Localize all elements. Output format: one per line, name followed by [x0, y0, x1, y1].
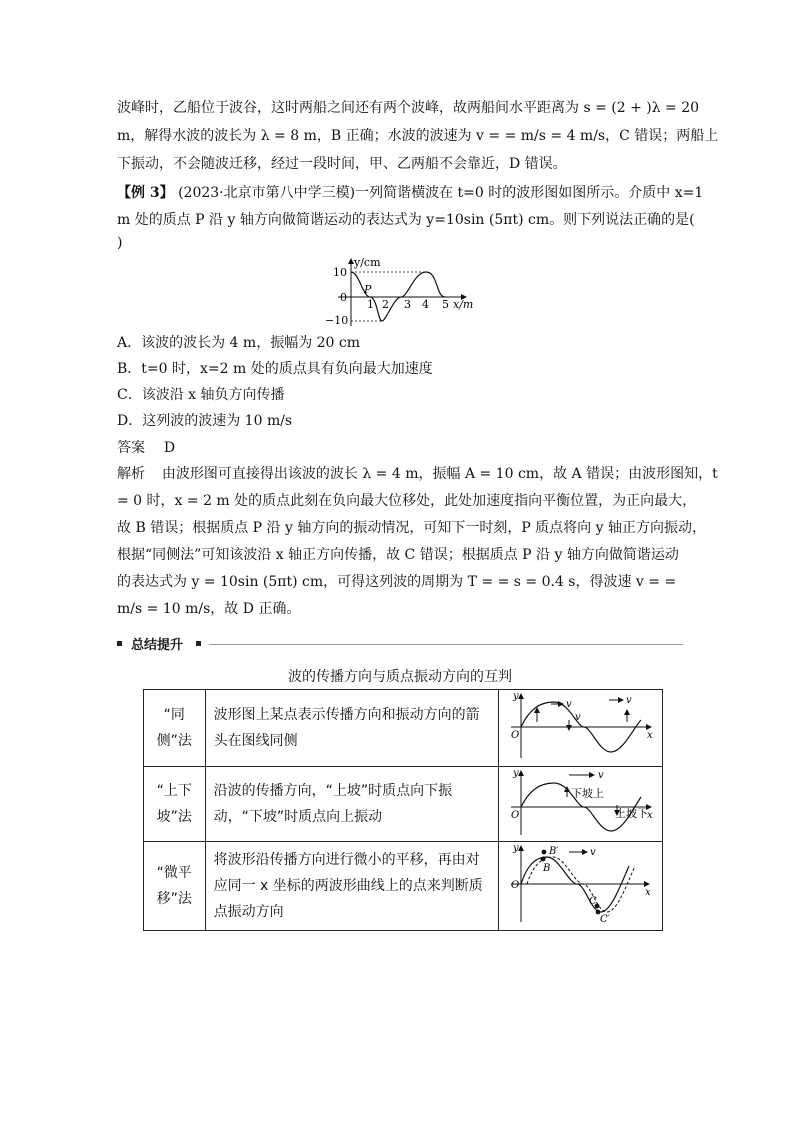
square-bullet-icon — [196, 641, 201, 646]
wave-graph — [318, 256, 480, 328]
analysis-line-1 — [117, 464, 718, 484]
analysis-line-4: 根据“同侧法”可知该波沿 x 轴正方向传播，故 C 错误；根据质点 P 沿 y 轴方向做简谐运动 — [117, 547, 679, 563]
rule-desc-cell — [205, 767, 498, 842]
rule-desc-line: 头在图线同侧 — [213, 733, 298, 749]
same-side-figure — [499, 690, 662, 762]
example-tag: 【例 3】 — [117, 185, 174, 201]
fig-b-prime-label: B′ — [548, 846, 559, 857]
rule-desc-line: 波形图上某点表示传播方向和振动方向的箭 — [213, 707, 480, 723]
fig-v-label: v — [589, 847, 596, 858]
rule-desc-line: 动，“下坡”时质点向上振动 — [213, 809, 383, 825]
square-bullet-icon — [117, 641, 122, 646]
rule-desc-line: 沿波的传播方向，“上坡”时质点向下振 — [213, 783, 453, 799]
rule-desc-line: 应同一 x 坐标的两波形曲线上的点来判断质 — [213, 878, 483, 894]
fig-b-label: B — [542, 863, 551, 874]
continuation-line-2: m，解得水波的波长为 λ = 8 m，B 正确；水波的波速为 v = = m/s = 4 m/s，C 错误；两船上 — [117, 128, 719, 144]
fig-origin-label: O — [510, 730, 520, 741]
fig-y-label: y — [512, 768, 519, 779]
table-title: 波的传播方向与质点振动方向的互判 — [288, 669, 512, 685]
y-tick-minus-10: −10 — [325, 314, 349, 327]
example-text-1: (2023·北京市第八中学三模)一列简谐横波在 t=0 时的波形图如图所示。介质中 x=1 — [178, 185, 704, 201]
fig-v-label: v — [574, 712, 581, 723]
rule-desc-line: 点振动方向 — [213, 904, 284, 920]
divider — [209, 644, 683, 645]
analysis-line-5: 的表达式为 y = 10sin (5πt) cm，可得这列波的周期为 T = = s = 0.4 s，得波速 v = = — [117, 574, 677, 590]
analysis-text-1: 由波形图可直接得出该波的波长 λ = 4 m，振幅 A = 10 cm，故 A 错误；由波形图知，t — [161, 466, 718, 482]
origin-label: 0 — [340, 291, 347, 304]
option-c: C．该波沿 x 轴负方向传播 — [117, 387, 285, 403]
answer-label: 答案 — [117, 440, 145, 456]
option-d: D．这列波的波速为 10 m/s — [117, 413, 293, 429]
x-axis-label: x/m — [453, 298, 474, 311]
example-line-3: ) — [117, 235, 123, 251]
rules-table — [143, 689, 663, 931]
example-line-2: m 处的质点 P 沿 y 轴方向做简谐运动的表达式为 y=10sin (5πt) cm。则下列说法正确的是( — [117, 212, 695, 228]
table-row — [144, 767, 663, 842]
x-tick-3: 3 — [404, 298, 411, 311]
rule-name-line: 移”法 — [156, 891, 192, 907]
fig-upslope-label: 上坡下 — [614, 807, 648, 820]
y-tick-10: 10 — [333, 266, 347, 279]
fig-y-label: y — [512, 843, 519, 854]
answer-line — [117, 438, 175, 458]
fig-v-label: v — [625, 695, 632, 706]
x-tick-5: 5 — [442, 298, 449, 311]
analysis-label: 解析 — [117, 466, 145, 482]
summary-title: 总结提升 — [131, 638, 184, 653]
example-line-1 — [117, 183, 703, 203]
rule-name-cell — [144, 690, 206, 767]
fig-v-label: v — [597, 770, 604, 781]
rule-figure-cell — [498, 690, 662, 767]
rule-desc-line: 将波形沿传播方向进行微小的平移，再由对 — [213, 852, 480, 868]
x-tick-2: 2 — [382, 298, 389, 311]
fig-x-label: x — [646, 810, 653, 821]
fig-origin-label: O — [510, 880, 520, 891]
table-row — [144, 842, 663, 931]
fig-downslope-label: 下坡上 — [570, 787, 604, 800]
fig-origin-label: O — [510, 810, 520, 821]
option-a: A．该波的波长为 4 m，振幅为 20 cm — [117, 335, 361, 351]
x-tick-1: 1 — [367, 298, 374, 311]
small-shift-figure — [499, 842, 662, 926]
rule-name-line: 侧”法 — [156, 733, 192, 749]
rule-name-line: “微平 — [156, 865, 192, 881]
answer-value: D — [163, 440, 176, 456]
analysis-line-2: = 0 时，x = 2 m 处的质点此刻在负向最大位移处，此处加速度指向平衡位置，为正向最大， — [117, 493, 697, 509]
fig-x-label: x — [644, 887, 651, 898]
rule-desc-cell — [205, 690, 498, 767]
fig-c-label: C — [588, 896, 597, 907]
continuation-line-1: 波峰时，乙船位于波谷，这时两船之间还有两个波峰，故两船间水平距离为 s = (2 + )λ = 20 — [117, 100, 700, 116]
analysis-line-3: 故 B 错误；根据质点 P 沿 y 轴方向的振动情况，可知下一时刻，P 质点将向 y 轴正方向振动， — [117, 520, 706, 536]
rule-name-line: 坡”法 — [156, 809, 192, 825]
analysis-line-6: m/s = 10 m/s，故 D 正确。 — [117, 601, 301, 617]
rule-name-line: “同 — [163, 707, 185, 723]
rule-name-line: “上下 — [156, 783, 192, 799]
table-row — [144, 690, 663, 767]
rule-name-cell — [144, 767, 206, 842]
continuation-line-3: 下振动，不会随波迁移，经过一段时间，甲、乙两船不会靠近，D 错误。 — [117, 156, 567, 172]
x-tick-4: 4 — [422, 298, 429, 311]
fig-c-prime-label: C′ — [599, 914, 610, 925]
rule-desc-cell — [205, 842, 498, 931]
rule-figure-cell — [498, 767, 662, 842]
fig-x-label: x — [646, 730, 653, 741]
option-b: B．t=0 时，x=2 m 处的质点具有负向最大加速度 — [117, 361, 433, 377]
fig-y-label: y — [512, 691, 519, 702]
rule-figure-cell — [498, 842, 662, 931]
point-p-label: P — [364, 283, 372, 296]
summary-header — [117, 636, 683, 652]
rule-name-cell — [144, 842, 206, 931]
y-axis-label: y/cm — [354, 256, 381, 269]
fig-v-label: v — [565, 699, 572, 710]
slope-figure — [499, 767, 662, 837]
